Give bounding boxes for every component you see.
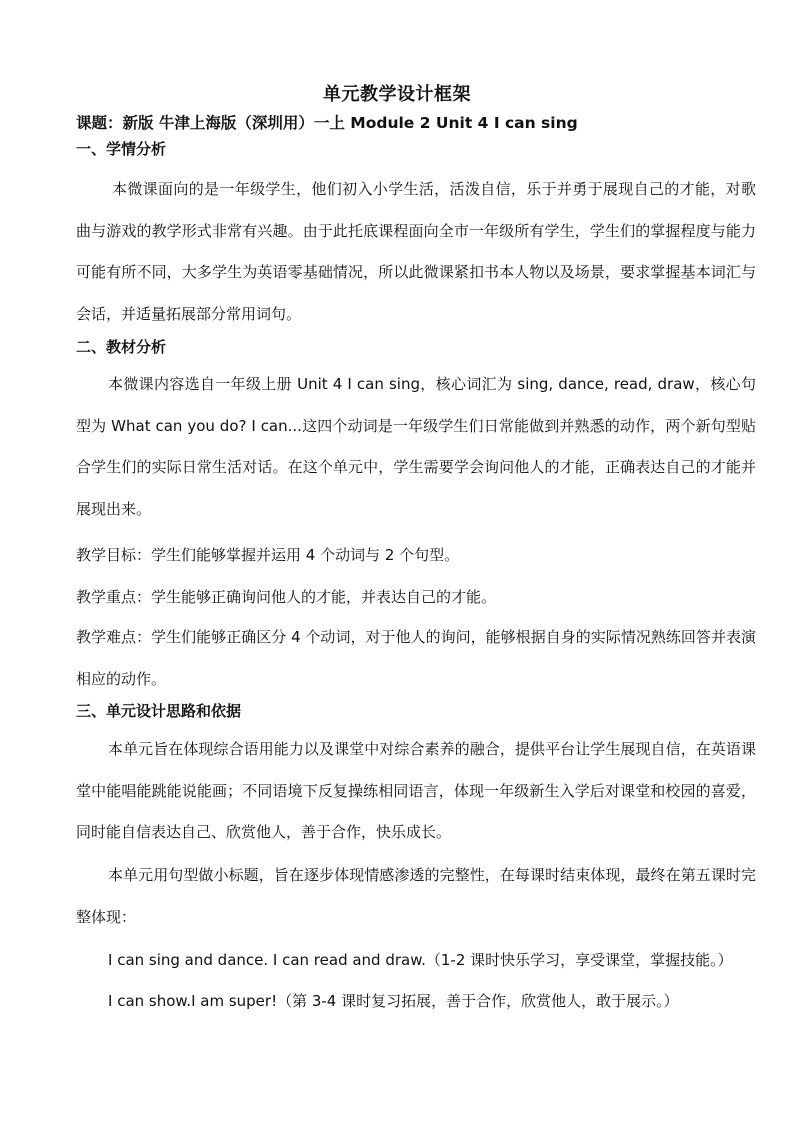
teaching-goal: 教学目标：学生们能够掌握并运用 4 个动词与 2 个句型。	[76, 546, 460, 564]
course-line: 课题：新版 牛津上海版（深圳用）一上 Module 2 Unit 4 I can sing	[76, 114, 578, 132]
section-2-heading: 二、教材分析	[76, 338, 167, 356]
sentence-pattern-2: I can show.I am super!（第 3-4 课时复习拓展，善于合作，欣赏他人，敢于展示。）	[108, 992, 679, 1010]
teaching-difficulty: 教学难点：学生们能够正确区分 4 个动词，对于他人的询问，能够根据自身的实际情况熟练回答并表演相应的动作。	[76, 628, 756, 688]
teaching-key-point: 教学重点：学生能够正确询问他人的才能，并表达自己的才能。	[76, 588, 497, 606]
section-2-paragraph: 本微课内容选自一年级上册 Unit 4 I can sing，核心词汇为 sing, dance, read, draw，核心句型为 What can you do? I can...这四个动词是一年级学生们日常能做到并熟悉的动作，两个新句型贴合学生们的实际日常生活对话。在这个单元中，学生需要学会询问他人的才能，正确表达自己的才能并展现出来。	[76, 375, 756, 518]
section-3-paragraph-2: 本单元用句型做小标题，旨在逐步体现情感渗透的完整性，在每课时结束体现，最终在第五课时完整体现：	[76, 866, 756, 926]
section-3-heading: 三、单元设计思路和依据	[76, 702, 242, 720]
document-title: 单元教学设计框架	[323, 84, 471, 105]
sentence-pattern-1: I can sing and dance. I can read and draw.（1-2 课时快乐学习，享受课堂，掌握技能。）	[108, 951, 733, 969]
section-1-paragraph: 本微课面向的是一年级学生，他们初入小学生活，活泼自信，乐于并勇于展现自己的才能，对歌曲与游戏的教学形式非常有兴趣。由于此托底课程面向全市一年级所有学生，学生们的掌握程度与能力可能有所不同，大多学生为英语零基础情况，所以此微课紧扣书本人物以及场景，要求掌握基本词汇与会话，并适量拓展部分常用词句。	[76, 180, 756, 323]
section-3-paragraph-1: 本单元旨在体现综合语用能力以及课堂中对综合素养的融合，提供平台让学生展现自信，在英语课堂中能唱能跳能说能画；不同语境下反复操练相同语言，体现一年级新生入学后对课堂和校园的喜爱，同时能自信表达自己、欣赏他人，善于合作，快乐成长。	[76, 740, 756, 842]
section-1-heading: 一、学情分析	[76, 140, 167, 158]
